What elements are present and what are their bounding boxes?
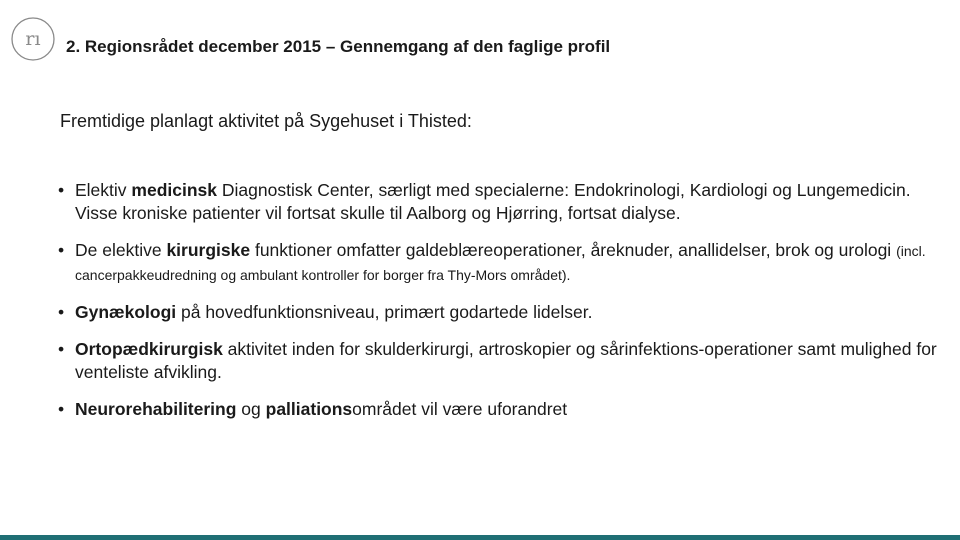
bullet-text: på hovedfunktionsniveau, primært godartede lidelser. [176,302,593,322]
bullet-item [58,179,938,225]
bullet-dot: • [58,302,65,322]
bullet-dot: • [58,180,65,200]
bullet-bold-text: Neurorehabilitering [75,399,237,419]
bullet-bold-text: Gynækologi [75,302,177,322]
bullet-item [58,338,938,384]
bullet-bold-text: kirurgiske [166,240,251,260]
bullet-bold-text: Ortopædkirurgisk [75,339,223,359]
bottom-accent-bar [0,535,960,540]
bullet-dot: • [58,339,65,359]
bullet-text: Diagnostisk Center, særligt med specialerne: Endokrinologi, Kardiologi og Lungemedicin. Visse kroniske patienter vil fortsat skulle til Aalborg og Hjørring, fortsat dialyse. [75,180,911,223]
svg-text:rı: rı [25,28,41,50]
bullet-dot: • [58,399,65,419]
bullet-dot: • [58,240,65,260]
slide-title: 2. Regionsrådet december 2015 – Gennemgang af den faglige profil [66,37,611,56]
bullet-bold-text: palliations [265,399,353,419]
bullet-item [58,239,938,287]
bullet-text: (incl. cancerpakkeudredning og ambulant kontroller for borger fra Thy-Mors området). [75,243,926,283]
bullet-item [58,301,938,324]
bullet-text: funktioner omfatter galdeblæreoperationer, åreknuder, anallidelser, brok og urologi [250,240,897,260]
bullet-text: aktivitet inden for skulderkirurgi, artroskopier og sårinfektions-operationer samt mulighed for venteliste afvikling. [75,339,937,382]
bullet-bold-text: medicinsk [131,180,218,200]
bullet-list [58,179,938,421]
bullet-item [58,398,938,421]
bullet-text: området vil være uforandret [352,399,568,419]
bullet-text: De elektive [75,240,167,260]
bullet-text: og [236,399,266,419]
rn-logo-icon [10,16,56,62]
bullet-text: Elektiv [75,180,132,200]
intro-text: Fremtidige planlagt aktivitet på Sygehuset i Thisted: [60,111,472,131]
